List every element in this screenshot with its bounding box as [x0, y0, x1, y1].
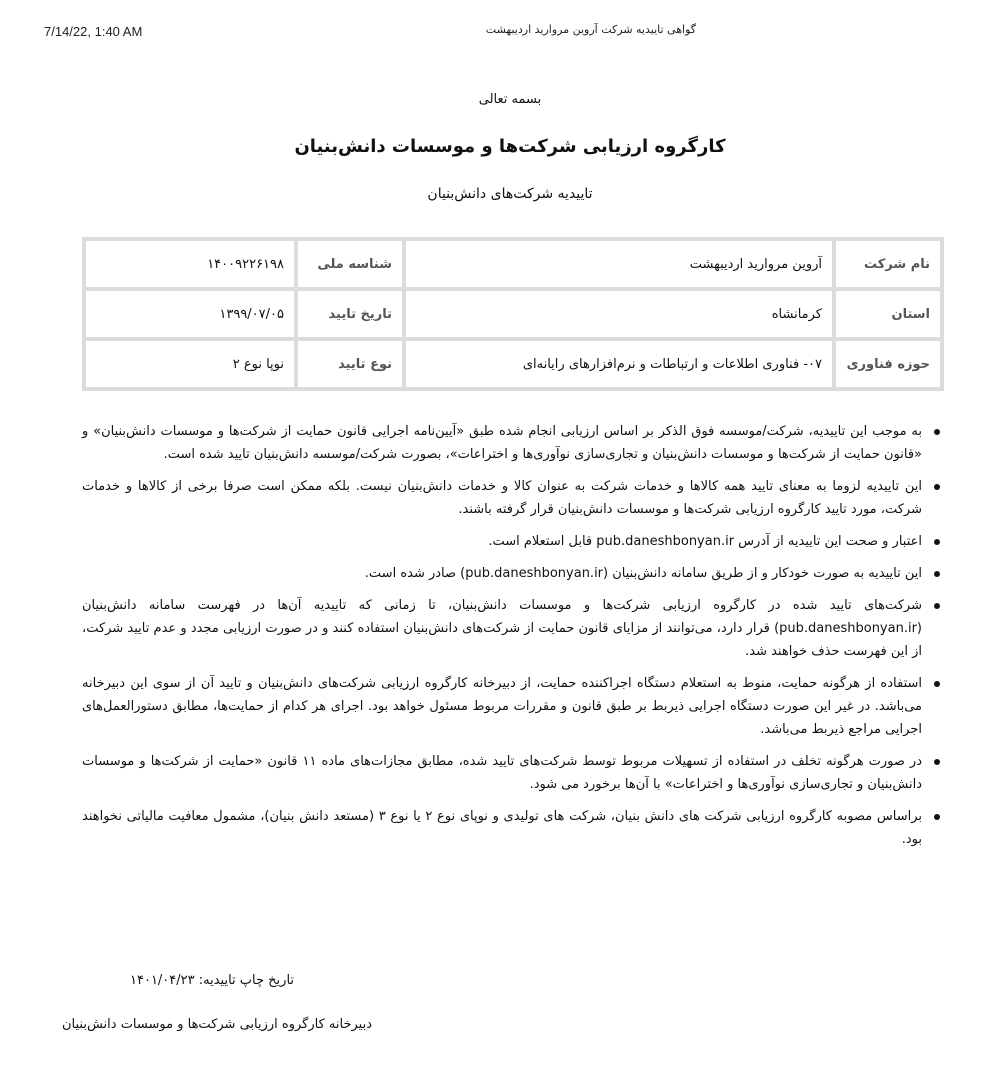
list-item [82, 475, 940, 521]
print-page-title: گواهی تاییدیه شرکت آروین مروارید اردیبهشت [485, 23, 696, 36]
table-row [84, 339, 942, 389]
list-item [82, 805, 940, 851]
list-item-text: به موجب این تاییدیه، شرکت/موسسه فوق الذکر بر اساس ارزیابی انجام شده طبق «آیین‌نامه اجرایی قانون حمایت از شرکت‌ها و موسسات دانش‌بنیان» و «قانون حمایت از شرکت‌ها و موسسات دانش‌بنیان و تجاری‌سازی نوآوری‌ها و اختراعات»، بصورت شرکت/موسسه دانش‌بنیان تایید شده است. [82, 424, 922, 462]
company-info-table [82, 237, 944, 391]
national-id-label: شناسه ملی [296, 239, 404, 289]
national-id-value: ۱۴۰۰۹۲۲۶۱۹۸ [84, 239, 296, 289]
bullet-dot-icon [934, 681, 940, 687]
bullet-dot-icon [934, 484, 940, 490]
table-row [84, 289, 942, 339]
province-value: کرمانشاه [404, 289, 834, 339]
bullet-dot-icon [934, 759, 940, 765]
tech-field-value: ۰۷- فناوری اطلاعات و ارتباطات و نرم‌افزارهای رایانه‌ای [404, 339, 834, 389]
bullet-dot-icon [934, 603, 940, 609]
basmala: بسمه تعالی [478, 92, 542, 107]
list-item [82, 562, 940, 585]
approval-date-value: ۱۳۹۹/۰۷/۰۵ [84, 289, 296, 339]
list-item-text: این تاییدیه لزوما به معنای تایید همه کالاها و خدمات شرکت به عنوان کالا و خدمات دانش‌بنیان نیست. بلکه ممکن است صرفا برخی از کالاها و خدمات شرکت، مورد تایید کارگروه ارزیابی شرکت‌ها و موسسات دانش‌بنیان قرار گرفته باشند. [82, 479, 922, 517]
bullet-dot-icon [934, 429, 940, 435]
list-item-text: شرکت‌های تایید شده در کارگروه ارزیابی شرکت‌ها و موسسات دانش‌بنیان، تا زمانی که تاییدیه آن‌ها در فهرست سامانه دانش‌بنیان (pub.daneshbonyan.ir) قرار دارد، می‌توانند از مزایای قانون حمایت از شرکت‌های دانش‌بنیان استفاده کنند و در صورت ارزیابی مجدد و عدم تایید شرکت، از این فهرست حذف خواهند شد. [82, 598, 922, 659]
bullet-dot-icon [934, 814, 940, 820]
approval-type-label: نوع تایید [296, 339, 404, 389]
tech-field-label: حوزه فناوری [834, 339, 942, 389]
list-item-text: استفاده از هرگونه حمایت، منوط به استعلام دستگاه اجراکننده حمایت، از دبیرخانه کارگروه ارزیابی شرکت‌های دانش‌بنیان و تایید آن از سوی این دبیرخانه می‌باشد. در غیر این صورت دستگاه اجرایی ذیربط بر طبق قانون و مقررات مربوط مسئول خواهد بود. اجرای هر کدام از حمایت‌ها، مطابق دستورالعمل‌های اجرایی مراجع ذیربط می‌باشد. [82, 676, 922, 737]
print-datetime: 7/14/22, 1:40 AM [44, 24, 143, 39]
approval-date-label: تاریخ تایید [296, 289, 404, 339]
table-row [84, 239, 942, 289]
terms-list [82, 420, 940, 860]
approval-type-value: نوپا نوع ۲ [84, 339, 296, 389]
list-item [82, 594, 940, 663]
company-name-value: آروین مروارید اردیبهشت [404, 239, 834, 289]
print-date-line: تاریخ چاپ تاییدیه: ۱۴۰۱/۰۴/۲۳ [130, 973, 295, 988]
list-item-text: در صورت هرگونه تخلف در استفاده از تسهیلات مربوط توسط شرکت‌های تایید شده، مطابق مجازات‌های ماده ۱۱ قانون «حمایت از شرکت‌ها و موسسات دانش‌بنیان و تجاری‌سازی نوآوری‌ها و اختراعات» با آن‌ها برخورد می شود. [82, 754, 923, 792]
list-item [82, 750, 940, 796]
list-item [82, 530, 940, 553]
document-subtitle: تاییدیه شرکت‌های دانش‌بنیان [427, 186, 593, 202]
document-title: کارگروه ارزیابی شرکت‌ها و موسسات دانش‌بنیان [294, 136, 726, 157]
list-item-text: اعتبار و صحت این تاییدیه از آدرس pub.daneshbonyan.ir قابل استعلام است. [488, 534, 922, 549]
bullet-dot-icon [934, 539, 940, 545]
list-item-text: براساس مصوبه کارگروه ارزیابی شرکت های دانش بنیان، شرکت های تولیدی و نوپای نوع ۲ یا نوع ۳ (مستعد دانش بنیان)، مشمول معافیت مالیاتی نخواهند بود. [82, 809, 923, 847]
list-item-text: این تاییدیه به صورت خودکار و از طریق سامانه دانش‌بنیان (pub.daneshbonyan.ir) صادر شده است. [364, 566, 922, 581]
province-label: استان [834, 289, 942, 339]
list-item [82, 420, 940, 466]
secretariat-signature: دبیرخانه کارگروه ارزیابی شرکت‌ها و موسسات دانش‌بنیان [62, 1017, 373, 1032]
list-item [82, 672, 940, 741]
bullet-dot-icon [934, 571, 940, 577]
company-name-label: نام شرکت [834, 239, 942, 289]
